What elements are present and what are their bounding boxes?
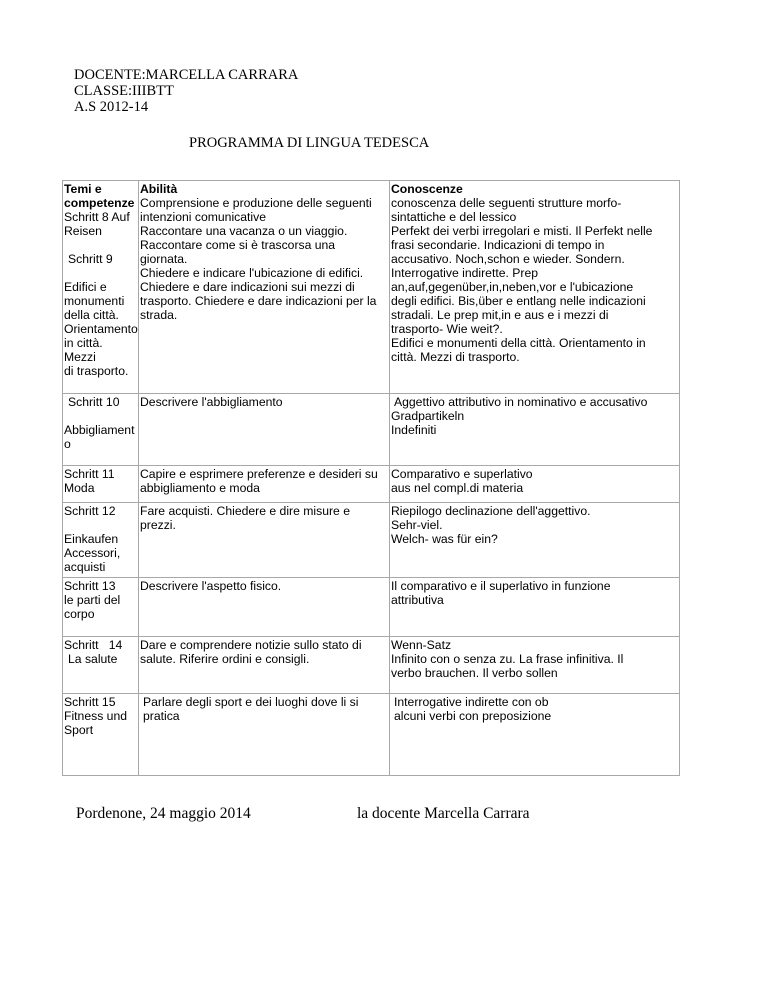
cell-line: acquisti <box>64 560 106 574</box>
cell-line: Aggettivo attributivo in nominativo e accusativo <box>394 395 648 409</box>
header-competenze: competenze <box>64 196 135 210</box>
cell-line: degli edifici. Bis,über e entlang nelle indicazioni <box>391 294 646 308</box>
cell-line: Riepilogo declinazione dell'aggettivo. <box>391 504 591 518</box>
cell-line: aus nel compl.di materia <box>391 481 524 495</box>
cell-line: stradali. Le prep mit,in e aus e i mezzi di <box>391 308 609 322</box>
cell-line: Orientamento <box>64 322 138 336</box>
cell-line: Schritt 15 <box>64 695 116 709</box>
cell-line: Fare acquisti. Chiedere e dire misure e <box>140 504 350 518</box>
cell-line: o <box>64 437 71 451</box>
cell-line: Il comparativo e il superlativo in funzione <box>391 579 611 593</box>
cell-line: Abbigliament <box>64 423 135 437</box>
cell-line: Schritt 10 <box>68 395 120 409</box>
table-cell <box>63 181 139 394</box>
cell-line: Sehr-viel. <box>391 518 443 532</box>
document-header <box>74 67 298 115</box>
cell-line: le parti del <box>64 593 121 607</box>
teacher-line: DOCENTE:MARCELLA CARRARA <box>74 67 299 83</box>
cell-line: Interrogative indirette con ob <box>394 695 549 709</box>
table-cell <box>390 181 680 394</box>
cell-line: frasi secondarie. Indicazioni di tempo in <box>391 238 605 252</box>
cell-line: della città. <box>64 308 119 322</box>
cell-line: Descrivere l'abbigliamento <box>140 395 283 409</box>
cell-line: an,auf,gegenüber,in,neben,vor e l'ubicazione <box>391 280 634 294</box>
cell-line: salute. Riferire ordini e consigli. <box>140 652 310 666</box>
cell-line: Interrogative indirette. Prep <box>391 266 539 280</box>
cell-line: Parlare degli sport e dei luoghi dove li si <box>143 695 359 709</box>
table-row <box>63 578 680 637</box>
place-date: Pordenone, 24 maggio 2014 <box>76 805 251 822</box>
cell-line: Raccontare come si è trascorsa una <box>140 238 336 252</box>
cell-line: giornata. <box>140 252 188 266</box>
table-cell <box>139 181 390 394</box>
cell-line: Gradpartikeln <box>391 409 465 423</box>
cell-line: di trasporto. <box>64 364 129 378</box>
cell-line: trasporto- Wie weit?. <box>391 322 503 336</box>
cell-line: Infinito con o senza zu. La frase infinitiva. Il <box>391 652 624 666</box>
cell-line: alcuni verbi con preposizione <box>394 709 552 723</box>
table-cell <box>63 637 139 694</box>
cell-line: Schritt 12 <box>64 504 116 518</box>
table-cell <box>63 394 139 466</box>
table-cell <box>63 694 139 776</box>
cell-line: Indefiniti <box>391 423 437 437</box>
cell-line: pratica <box>143 709 180 723</box>
cell-line: Chiedere e indicare l'ubicazione di edifici. <box>140 266 364 280</box>
cell-line: monumenti <box>64 294 125 308</box>
cell-line: Fitness und <box>64 709 128 723</box>
table-cell <box>63 503 139 578</box>
table-cell <box>390 637 680 694</box>
cell-line: strada. <box>140 308 178 322</box>
cell-line: conoscenza delle seguenti strutture morfo- <box>391 196 622 210</box>
cell-line: Wenn-Satz <box>391 638 452 652</box>
cell-line: Descrivere l'aspetto fisico. <box>140 579 282 593</box>
table-row <box>63 466 680 503</box>
program-table <box>62 180 680 776</box>
cell-line: Einkaufen <box>64 532 119 546</box>
cell-line: Capire e esprimere preferenze e desideri su <box>140 467 378 481</box>
cell-line: attributiva <box>391 593 444 607</box>
cell-line: in città. Mezzi <box>64 336 103 364</box>
cell-line: abbigliamento e moda <box>140 481 260 495</box>
cell-line: Dare e comprendere notizie sullo stato di <box>140 638 362 652</box>
cell-line: verbo brauchen. Il verbo sollen <box>391 666 558 680</box>
table-cell <box>390 578 680 637</box>
cell-line: trasporto. Chiedere e dare indicazioni per la <box>140 294 377 308</box>
table-cell <box>390 694 680 776</box>
header-conoscenze: Conoscenze <box>391 182 463 196</box>
cell-line: corpo <box>64 607 95 621</box>
school-year-line: A.S 2012-14 <box>74 99 149 115</box>
signature: la docente Marcella Carrara <box>357 805 530 822</box>
document-title: PROGRAMMA DI LINGUA TEDESCA <box>189 135 430 151</box>
table-cell <box>139 694 390 776</box>
cell-line: Perfekt dei verbi irregolari e misti. Il Perfekt nelle <box>391 224 653 238</box>
cell-line: prezzi. <box>140 518 176 532</box>
header-abilita: Abilità <box>140 182 178 196</box>
cell-line: Reisen <box>64 224 102 238</box>
cell-line: Welch- was für ein? <box>391 532 498 546</box>
table-row <box>63 694 680 776</box>
header-temi: Temi e <box>64 182 102 196</box>
cell-line: Sport <box>64 723 94 737</box>
cell-line: Comprensione e produzione delle seguenti <box>140 196 372 210</box>
table-cell <box>139 637 390 694</box>
table-cell <box>139 466 390 503</box>
table-row <box>63 637 680 694</box>
cell-line: Schritt 14 <box>64 638 123 652</box>
table-cell <box>63 466 139 503</box>
table-cell <box>139 394 390 466</box>
table-cell <box>390 394 680 466</box>
cell-line: accusativo. Noch,schon e wieder. Sondern. <box>391 252 625 266</box>
cell-line: Edifici e monumenti della città. Orientamento in <box>391 336 646 350</box>
cell-line: città. Mezzi di trasporto. <box>391 350 520 364</box>
cell-line: Schritt 8 Auf <box>64 210 130 224</box>
table-row <box>63 394 680 466</box>
cell-line: sintattiche e del lessico <box>391 210 517 224</box>
table-cell <box>390 466 680 503</box>
cell-line: Raccontare una vacanza o un viaggio. <box>140 224 348 238</box>
table-row <box>63 503 680 578</box>
cell-line: Accessori, <box>64 546 121 560</box>
table-cell <box>63 578 139 637</box>
cell-line: Chiedere e dare indicazioni sui mezzi di <box>140 280 355 294</box>
cell-line: Comparativo e superlativo <box>391 467 533 481</box>
table-cell <box>139 503 390 578</box>
cell-line: La salute <box>68 652 118 666</box>
cell-line: Moda <box>64 481 95 495</box>
class-line: CLASSE:IIIBTT <box>74 83 174 99</box>
table-cell <box>139 578 390 637</box>
cell-line: Edifici e <box>64 280 107 294</box>
table-cell <box>390 503 680 578</box>
cell-line: intenzioni comunicative <box>140 210 267 224</box>
cell-line: Schritt 13 <box>64 579 116 593</box>
cell-line: Schritt 11 <box>64 467 115 481</box>
cell-line: Schritt 9 <box>68 252 113 266</box>
